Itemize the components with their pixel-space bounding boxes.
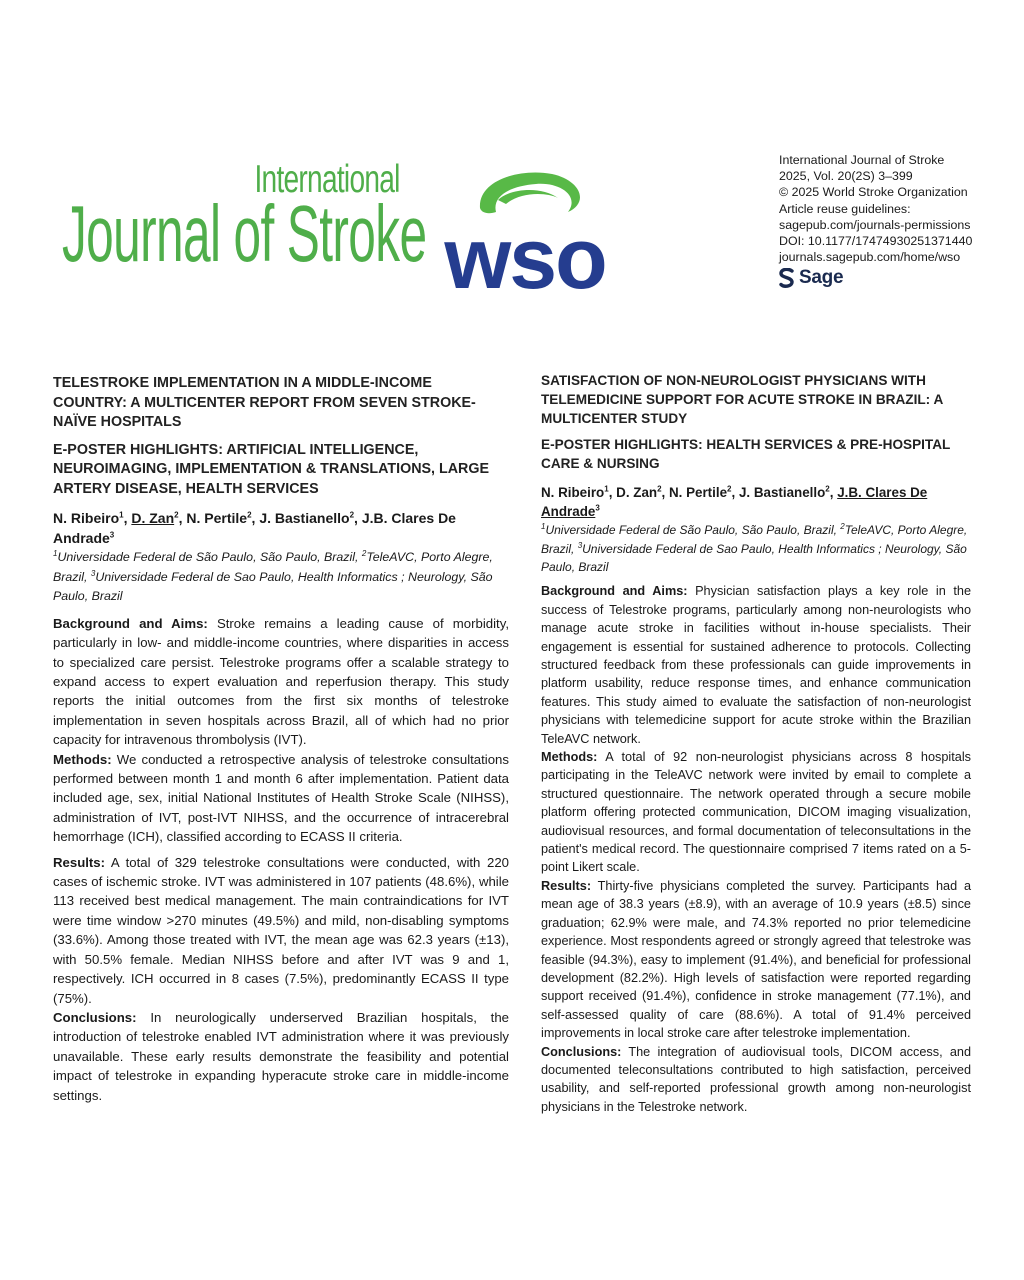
pub-volume: 2025, Vol. 20(2S) 3–399 bbox=[779, 169, 913, 184]
sage-s-icon bbox=[779, 268, 795, 288]
pub-doi[interactable]: DOI: 10.1177/17474930251371440 bbox=[779, 234, 973, 249]
pub-permissions-link[interactable]: sagepub.com/journals-permissions bbox=[779, 217, 971, 232]
publication-info bbox=[779, 152, 1009, 288]
journal-logo-line1: International bbox=[254, 158, 400, 201]
wso-wordmark: wso bbox=[444, 211, 606, 300]
left-session-heading: E-POSTER HIGHLIGHTS: ARTIFICIAL INTELLIGENCE, NEUROIMAGING, IMPLEMENTATION & TRANSLATIONS, LARGE ARTERY DISEASE, HEALTH SERVICES bbox=[53, 441, 490, 497]
pub-journal: International Journal of Stroke bbox=[779, 153, 945, 167]
left-abstract-title: TELESTROKE IMPLEMENTATION IN A MIDDLE-INCOME COUNTRY: A MULTICENTER REPORT FROM SEVEN STROKE-NAÏVE HOSPITALS bbox=[53, 375, 476, 430]
right-authors: N. Ribeiro$^1$, D. Zan$^2$, N. Pertile$^2$, J. Bastianello$^2$, J.B. Clares De Andrade$^3$ bbox=[541, 484, 928, 519]
left-conclusions: Conclusions: In neurologically underserved Brazilian hospitals, the introduction of telestroke enabled IVT administration where it was previously unavailable. These early results demonstrate the feasibility and potential impact of telestroke in expanding hyperacute stroke care in middle-income settings. bbox=[53, 1009, 509, 1103]
right-abstract-title: SATISFACTION OF NON-NEUROLOGIST PHYSICIANS WITH TELEMEDICINE SUPPORT FOR ACUTE STROKE IN BRAZIL: A MULTICENTER STUDY bbox=[541, 373, 943, 426]
right-conclusions: Conclusions: The integration of audiovisual tools, DICOM access, and documented teleconsultations contributed to high satisfaction, perceived usability, and self-reported professional growth among non-neurologist physicians in the Telestroke network. bbox=[541, 1044, 971, 1114]
left-background: Background and Aims: Stroke remains a leading cause of morbidity, particularly in low- and middle-income countries, where disparities in access to specialized care persist. Telestroke programs offer a scalable strategy to expand access to expert evaluation and reperfusion therapy. This study reports the initial outcomes from the first six months of telestroke implementation in seven hospitals across Brazil, all of which had no prior capacity for intravenous thrombolysis (IVT). bbox=[53, 615, 509, 748]
left-methods: Methods: We conducted a retrospective analysis of telestroke consultations performed between month 1 and month 6 after implementation. Patient data included age, sex, initial National Institutes of Health Stroke Scale (NIHSS), administration of IVT, post-IVT NIHSS, and the occurrence of intracerebral hemorrhage (ICH), classified according to ECASS II criteria. bbox=[53, 751, 509, 845]
wso-logo bbox=[440, 160, 610, 300]
pub-journal-link[interactable]: journals.sagepub.com/home/wso bbox=[779, 250, 961, 265]
right-results: Results: Thirty-five physicians completed the survey. Participants had a mean age of 38.3 years (±8.9), with an average of 10.9 years (±8.5) since graduation; 62.9% were male, and 74.3% reported no prior telemedicine experience. Most respondents agreed or strongly agreed that telestroke was feasible (94.3%), easy to implement (91.4%), and beneficial for professional development (82.2%). High levels of satisfaction were reported regarding support received (91.4%), confidence in stroke management (77.1%), and self-assessed quality of care (88.6%). A total of 91.4% perceived improvements in local stroke care after telestroke implementation. bbox=[541, 878, 972, 1041]
pub-reuse-label: Article reuse guidelines: bbox=[779, 201, 911, 216]
right-affiliations: $^1$Universidade Federal de São Paulo, São Paulo, Brazil, $^2$TeleAVC, Porto Alegre, Brazil, $^3$Universidade Federal de Sao Paulo, Health Informatics ; Neurology, São Paulo, Brazil bbox=[541, 522, 968, 574]
left-authors: N. Ribeiro$^1$, D. Zan$^2$, N. Pertile$^2$, J. Bastianello$^2$, J.B. Clares De Andrade$^3$ bbox=[53, 510, 456, 546]
right-background: Background and Aims: Physician satisfaction plays a key role in the success of Telestroke programs, particularly among non-neurologists who manage acute stroke in facilities without in-house specialists. Their engagement is essential for sustained adherence to protocols. Collecting structured feedback from these professionals can guide improvements in platform usability, reduce response times, and enhance communication features. This study aimed to evaluate the satisfaction of non-neurologist physicians with telemedicine support for acute stroke within the Brazilian TeleAVC network. bbox=[541, 584, 971, 746]
left-results: Results: A total of 329 telestroke consultations were conducted, with 220 cases of ischemic stroke. IVT was administered in 107 patients (48.6%), while 113 received best medical management. The main contraindications for IVT were time window >270 minutes (49.5%) and mild, non-disabling symptoms (33.6%). Among those treated with IVT, the mean age was 62.3 years (±13), with 50.5% female. Median NIHSS before and after IVT was 9 and 1, respectively. ICH occurred in 8 cases (7.5%), predominantly ECASS II type (75%). bbox=[53, 854, 509, 1006]
right-session-heading: E-POSTER HIGHLIGHTS: HEALTH SERVICES & PRE-HOSPITAL CARE & NURSING bbox=[541, 437, 951, 472]
journal-logo-line2: Journal of Stroke bbox=[62, 189, 427, 278]
sage-logo bbox=[779, 268, 1009, 288]
left-affiliations: $^1$Universidade Federal de São Paulo, São Paulo, Brazil, $^2$TeleAVC, Porto Alegre, Brazil, $^3$Universidade Federal de Sao Paulo, Health Informatics ; Neurology, São Paulo, Brazil bbox=[53, 548, 493, 604]
left-abstract bbox=[53, 374, 509, 1105]
sage-wordmark: Sage bbox=[799, 267, 844, 289]
journal-logo bbox=[62, 158, 427, 295]
pub-copyright: © 2025 World Stroke Organization bbox=[779, 185, 968, 200]
right-abstract bbox=[541, 372, 971, 1116]
right-methods: Methods: A total of 92 non-neurologist physicians across 8 hospitals participating in the TeleAVC network were invited by email to complete a structured questionnaire. The network operated through a secure mobile platform offering protected communication, DICOM imaging visualization, audiovisual resources, and formal documentation of teleconsultations in the patient's medical record. The questionnaire comprised 7 items rated on a 5-point Likert scale. bbox=[541, 750, 971, 875]
